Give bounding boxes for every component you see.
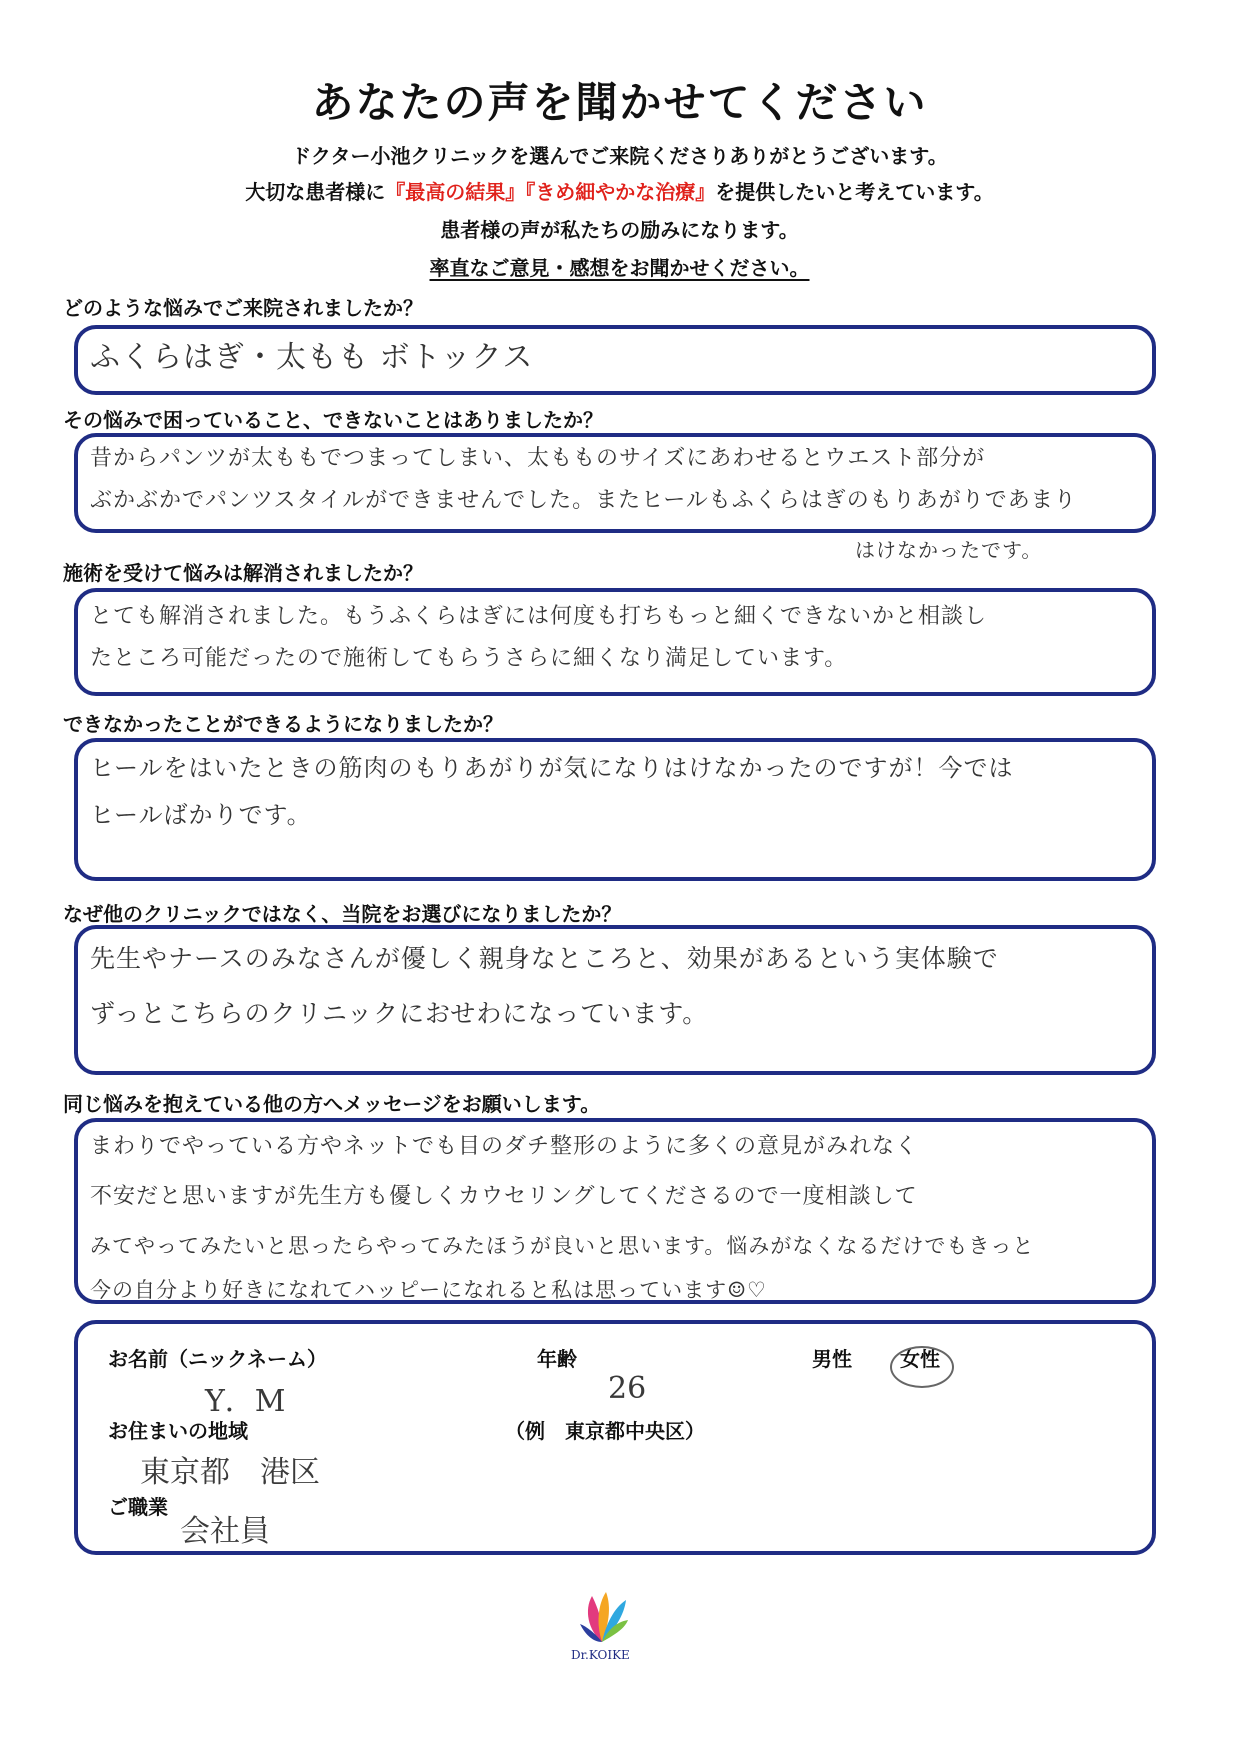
answer-6-line-1: まわりでやっている方やネットでも目のダチ整形のように多くの意見がみれなく bbox=[90, 1134, 919, 1159]
answer-6-line-3: みてやってみたいと思ったらやってみたほうが良いと思います。悩みがなくなるだけでもきっと bbox=[90, 1234, 1035, 1258]
answer-6-line-4: 今の自分より好きになれてハッピーになれると私は思っています☺♡ bbox=[90, 1278, 767, 1302]
answer-1-line-1: ふくらはぎ・太もも ボトックス bbox=[90, 340, 534, 375]
gender-male-option[interactable]: 男性 bbox=[812, 1347, 852, 1371]
answer-6-line-2: 不安だと思いますが先生方も優しくカウセリングしてくださるので一度相談して bbox=[90, 1184, 918, 1209]
question-1: どのような悩みでご来院されましたか？ bbox=[63, 296, 423, 320]
logo-text: Dr.KOIKE bbox=[571, 1648, 630, 1662]
intro-line-2-highlight: 『最高の結果』『きめ細やかな治療』 bbox=[385, 180, 716, 204]
intro-line-1: ドクター小池クリニックを選んでご来院くださりありがとうございます。 bbox=[291, 144, 948, 168]
question-3: 施術を受けて悩みは解消されましたか？ bbox=[63, 561, 423, 585]
intro-line-2 bbox=[0, 176, 1239, 205]
name-label: お名前（ニックネーム） bbox=[108, 1347, 327, 1371]
female-selected-circle bbox=[890, 1346, 954, 1388]
age-label: 年齢 bbox=[537, 1347, 577, 1371]
intro-line-3: 患者様の声が私たちの励みになります。 bbox=[440, 218, 799, 242]
region-example: （例 東京都中央区） bbox=[505, 1419, 705, 1443]
question-6: 同じ悩みを抱えている他の方へメッセージをお願いします。 bbox=[63, 1092, 601, 1116]
answer-2-line-2: ぶかぶかでパンツスタイルができませんでした。またヒールもふくらはぎのもりあがりであまり bbox=[90, 488, 1077, 513]
clinic-logo bbox=[578, 1590, 630, 1648]
question-2: その悩みで困っていること、できないことはありましたか？ bbox=[63, 408, 603, 432]
answer-5-line-1: 先生やナースのみなさんが優しく親身なところと、効果があるという実体験で bbox=[90, 944, 999, 973]
answer-2-line-3: はけなかったです。 bbox=[855, 538, 1043, 562]
region-label: お住まいの地域 bbox=[108, 1419, 248, 1443]
answer-4-line-1: ヒールをはいたときの筋肉のもりあがりが気になりはけなかったのですが！今では bbox=[90, 754, 1014, 782]
job-label: ご職業 bbox=[108, 1495, 168, 1519]
intro-line-2-after: を提供したいと考えています。 bbox=[715, 180, 994, 204]
region-value[interactable]: 東京都 港区 bbox=[140, 1455, 320, 1490]
answer-5-line-2: ずっとこちらのクリニックにおせわになっています。 bbox=[90, 999, 709, 1028]
answer-3-line-2: たところ可能だったので施術してもらうさらに細くなり満足しています。 bbox=[90, 646, 848, 671]
question-4: できなかったことができるようになりましたか？ bbox=[63, 712, 503, 736]
intro-line-4: 率直なご意見・感想をお聞かせください。 bbox=[429, 256, 810, 280]
job-value[interactable]: 会社員 bbox=[180, 1514, 270, 1549]
page-title: あなたの声を聞かせてください bbox=[311, 78, 928, 127]
age-value[interactable]: 26 bbox=[608, 1371, 647, 1406]
answer-3-line-1: とても解消されました。もうふくらはぎには何度も打ちもっと細くできないかと相談し bbox=[90, 604, 988, 629]
intro-line-2-before: 大切な患者様に bbox=[245, 180, 386, 204]
answer-2-line-1: 昔からパンツが太ももでつまってしまい、太もものサイズにあわせるとウエスト部分が bbox=[90, 446, 986, 471]
question-5: なぜ他のクリニックではなく、当院をお選びになりましたか？ bbox=[63, 902, 622, 926]
answer-4-line-2: ヒールばかりです。 bbox=[90, 801, 312, 829]
name-value[interactable]: Y．M bbox=[205, 1384, 286, 1419]
gender-female-option[interactable]: 女性 bbox=[900, 1347, 940, 1371]
